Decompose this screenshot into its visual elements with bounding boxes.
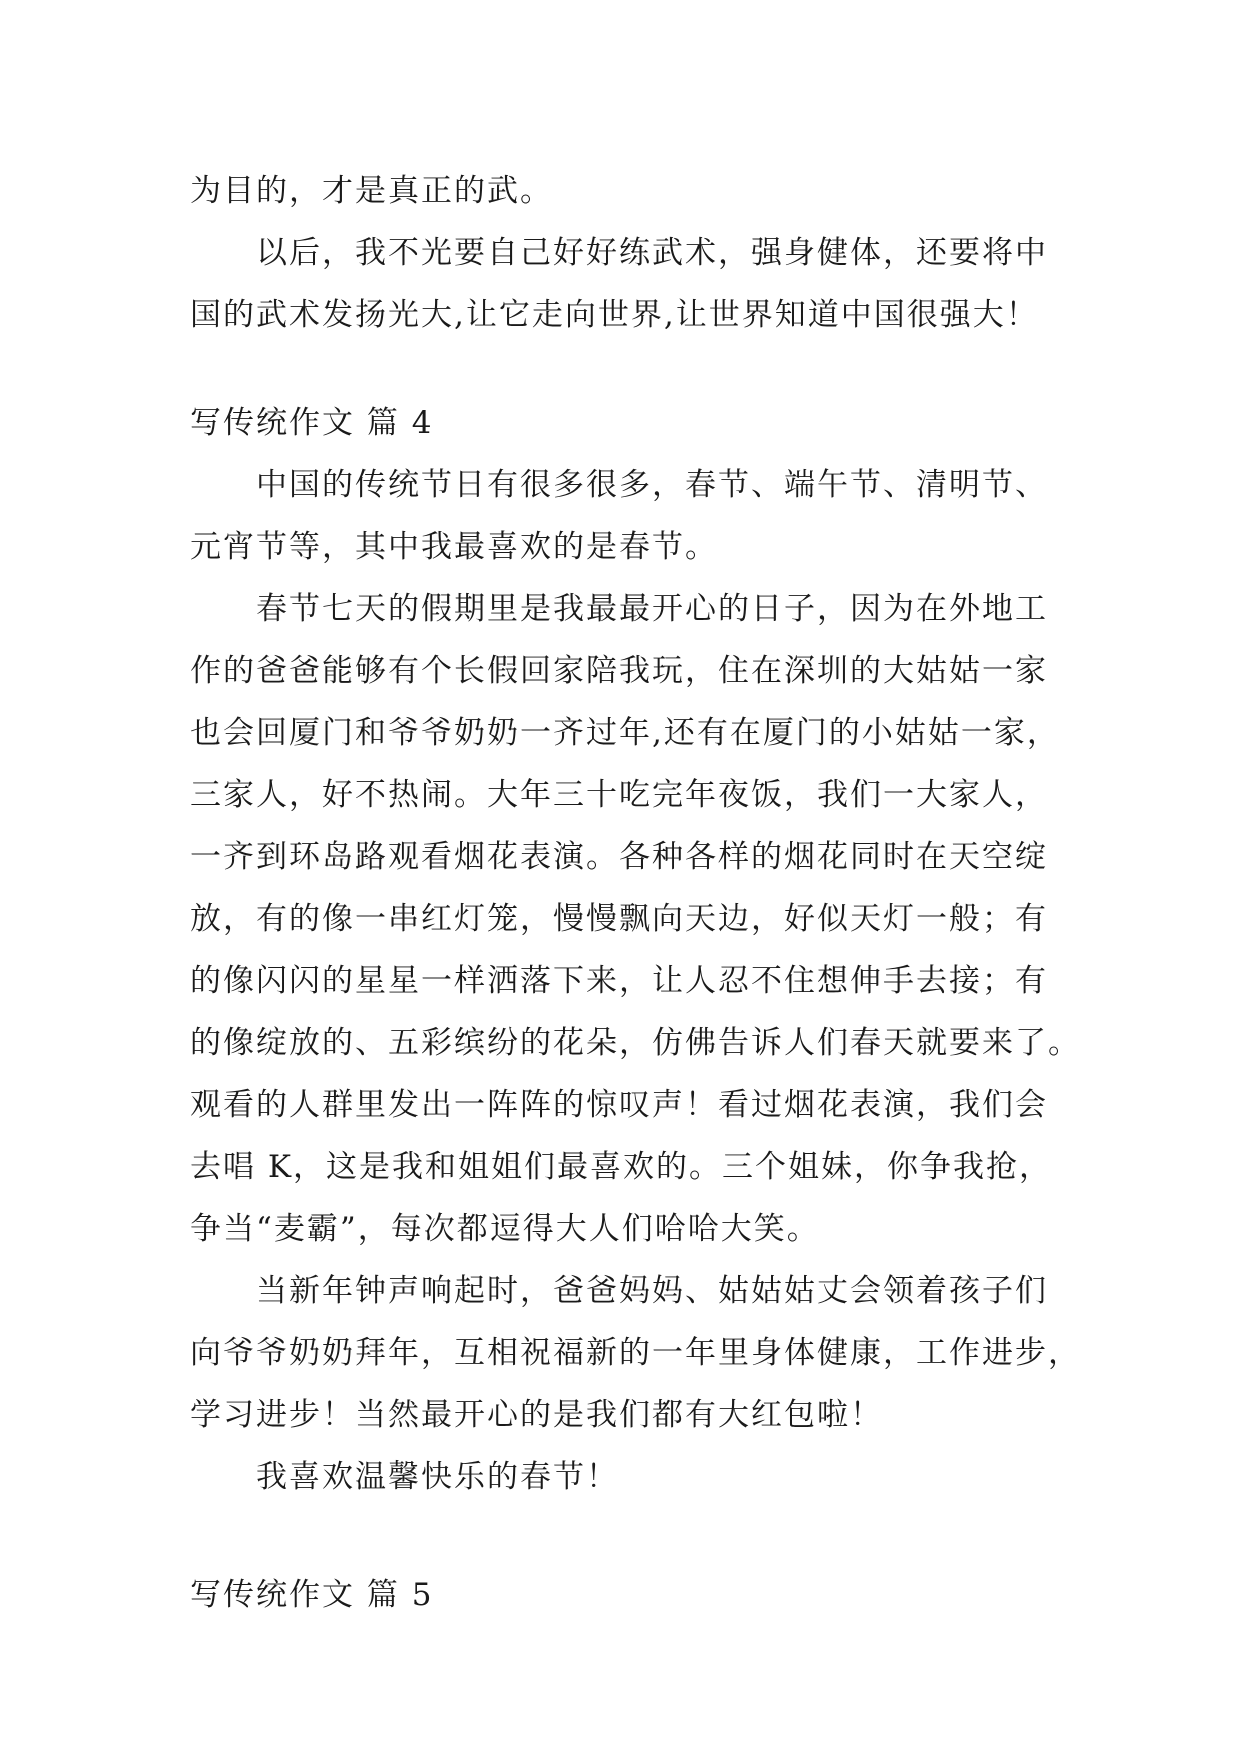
paragraph-line: 元宵节等，其中我最喜欢的是春节。	[190, 529, 718, 565]
paragraph-line: 我喜欢温馨快乐的春节！	[256, 1459, 619, 1495]
paragraph-line: 以后，我不光要自己好好练武术，强身健体，还要将中	[256, 235, 1048, 271]
paragraph-line: 为目的，才是真正的武。	[190, 173, 553, 209]
paragraph-line: 争当“麦霸”，每次都逗得大人们哈哈大笑。	[190, 1211, 820, 1247]
paragraph-line: 春节七天的假期里是我最最开心的日子，因为在外地工	[256, 591, 1048, 627]
paragraph-line: 中国的传统节日有很多很多，春节、端午节、清明节、	[256, 467, 1048, 503]
paragraph-line: 去唱 K，这是我和姐姐们最喜欢的。三个姐妹，你争我抢，	[190, 1149, 1053, 1185]
paragraph-line: 三家人，好不热闹。大年三十吃完年夜饭，我们一大家人，	[190, 777, 1048, 813]
paragraph-line: 的像绽放的、五彩缤纷的花朵，仿佛告诉人们春天就要来了。	[190, 1025, 1081, 1061]
paragraph-line: 观看的人群里发出一阵阵的惊叹声！看过烟花表演，我们会	[190, 1087, 1048, 1123]
paragraph-line: 当新年钟声响起时，爸爸妈妈、姑姑姑丈会领着孩子们	[256, 1273, 1048, 1309]
paragraph-line: 学习进步！当然最开心的是我们都有大红包啦！	[190, 1397, 883, 1433]
paragraph-line: 一齐到环岛路观看烟花表演。各种各样的烟花同时在天空绽	[190, 839, 1048, 875]
paragraph-line: 放，有的像一串红灯笼，慢慢飘向天边，好似天灯一般；有	[190, 901, 1048, 937]
paragraph-line: 作的爸爸能够有个长假回家陪我玩，住在深圳的大姑姑一家	[190, 653, 1048, 689]
document-page	[190, 160, 1081, 1626]
section-heading-4: 写传统作文 篇 4	[190, 405, 434, 441]
section-heading-5: 写传统作文 篇 5	[190, 1577, 434, 1613]
paragraph-line: 向爷爷奶奶拜年，互相祝福新的一年里身体健康，工作进步，	[190, 1335, 1081, 1371]
paragraph-line: 也会回厦门和爷爷奶奶一齐过年,还有在厦门的小姑姑一家，	[190, 715, 1060, 751]
paragraph-line: 的像闪闪的星星一样洒落下来，让人忍不住想伸手去接；有	[190, 963, 1048, 999]
paragraph-line: 国的武术发扬光大,让它走向世界,让世界知道中国很强大！	[190, 297, 1039, 333]
